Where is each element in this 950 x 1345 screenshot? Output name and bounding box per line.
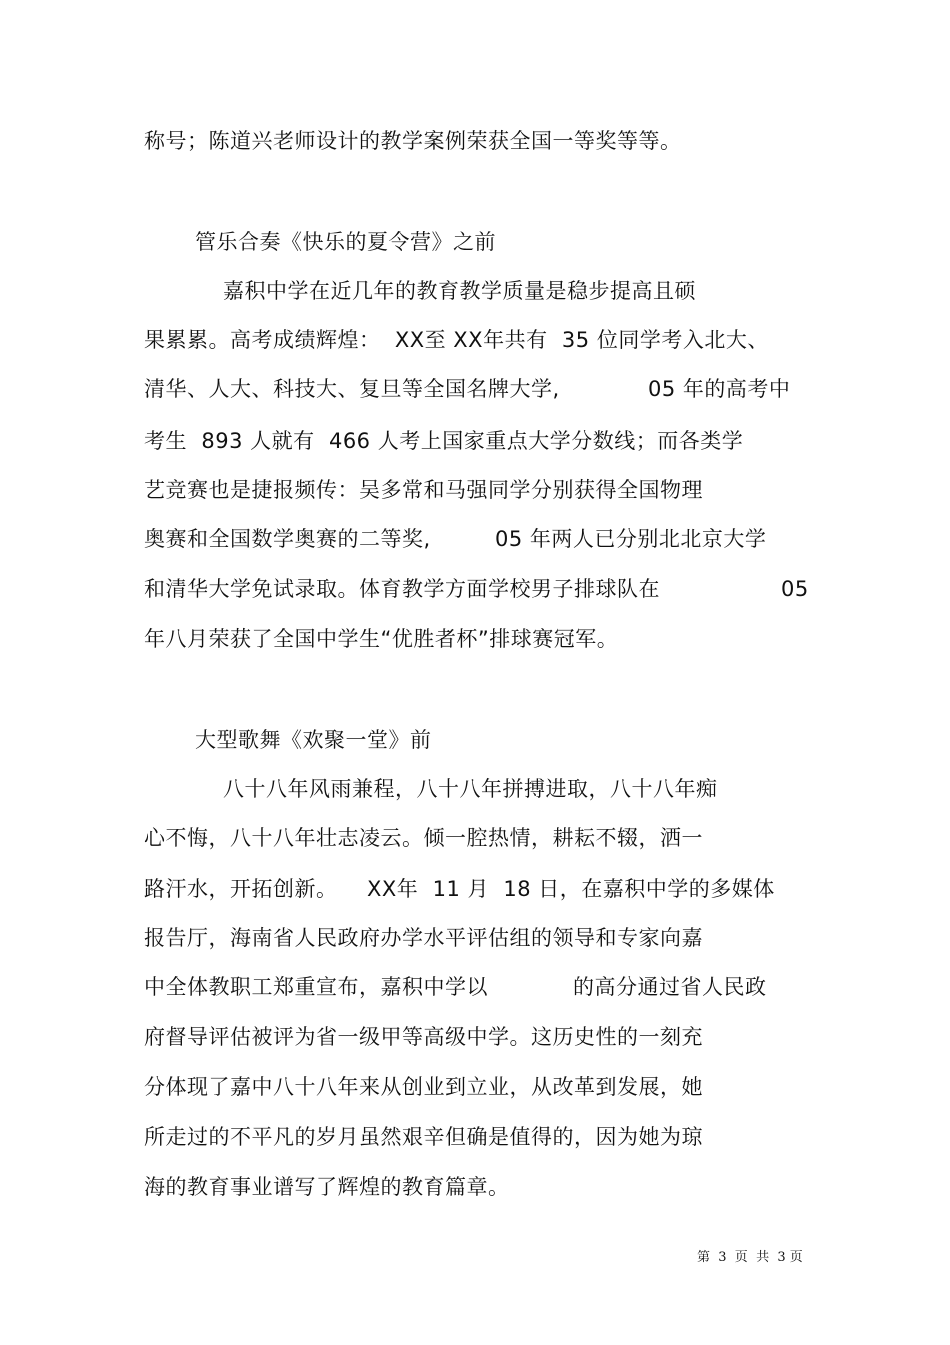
text-line: 称号；陈道兴老师设计的教学案例荣获全国一等奖等等。: [144, 129, 682, 153]
text-line: 清华、人大、科技大、复旦等全国名牌大学,: [144, 377, 560, 401]
text-line: 所走过的不平凡的岁月虽然艰辛但确是值得的，因为她为琼: [144, 1125, 703, 1149]
text-line: 府督导评估被评为省一级甲等高级中学。这历史性的一刻充: [144, 1025, 703, 1049]
text-line: 奥赛和全国数学奥赛的二等奖,: [144, 527, 431, 551]
page-number: 第 3 页 共 3 页: [697, 1250, 803, 1265]
text-line: XX年 11 月 18 日，在嘉积中学的多媒体: [367, 877, 775, 901]
text-line: 八十八年风雨兼程，八十八年拼搏进取，八十八年痴: [223, 777, 718, 801]
text-line: 心不悔，八十八年壮志凌云。倾一腔热情，耕耘不辍，洒一: [144, 826, 703, 850]
section-heading: 大型歌舞《欢聚一堂》前: [195, 728, 432, 752]
text-line: 报告厅，海南省人民政府办学水平评估组的领导和专家向嘉: [144, 926, 703, 950]
text-line: 年八月荣获了全国中学生“优胜者杯”排球赛冠军。: [144, 627, 619, 651]
text-line: 中全体教职工郑重宣布，嘉积中学以: [144, 975, 488, 999]
text-line: 05 年两人已分别北北京大学: [495, 527, 767, 551]
text-line: 和清华大学免试录取。体育教学方面学校男子排球队在: [144, 577, 660, 601]
text-line: 05: [781, 577, 809, 601]
text-line: 海的教育事业谱写了辉煌的教育篇章。: [144, 1175, 510, 1199]
text-line: 分体现了嘉中八十八年来从创业到立业，从改革到发展，她: [144, 1075, 703, 1099]
text-line: 考生 893 人就有 466 人考上国家重点大学分数线；而各类学: [144, 429, 744, 453]
text-line: 嘉积中学在近几年的教育教学质量是稳步提高且硕: [223, 279, 696, 303]
text-line: 05 年的高考中: [648, 377, 791, 401]
text-line: 艺竞赛也是捷报频传：吴多常和马强同学分别获得全国物理: [144, 478, 703, 502]
text-line: 路汗水，开拓创新。: [144, 877, 338, 901]
text-line: 的高分通过省人民政: [573, 975, 767, 999]
text-line: 果累累。高考成绩辉煌： XX至 XX年共有 35 位同学考入北大、: [144, 328, 769, 352]
section-heading: 管乐合奏《快乐的夏令营》之前: [195, 230, 496, 254]
